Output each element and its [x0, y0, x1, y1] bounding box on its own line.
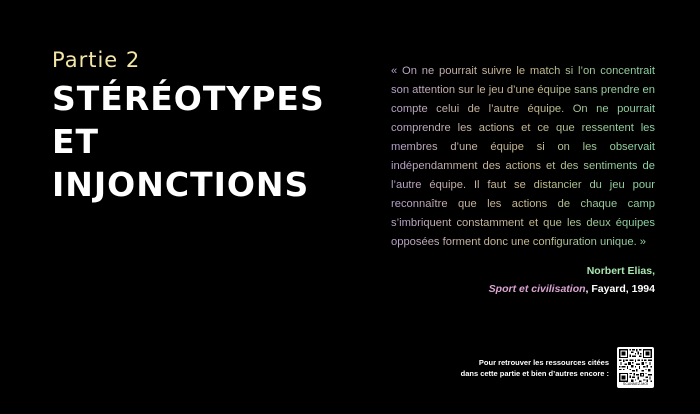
- page-title: [52, 77, 342, 206]
- resources-text-line-2: dans cette partie et bien d’autres encore :: [460, 368, 609, 378]
- publisher-year: , Fayard, 1994: [585, 283, 655, 295]
- resources-footer: [461, 347, 654, 388]
- quote-author: Norbert Elias,: [586, 265, 655, 277]
- quote-source: [391, 280, 655, 298]
- title-line-1: STÉRÉOTYPES: [52, 79, 325, 118]
- book-title: Sport et civilisation: [488, 283, 586, 295]
- qr-caption: SCANNEZ-MOI: [622, 382, 649, 386]
- quote-text: « On ne pourrait suivre le match si l’on concentrait son attention sur le jeu d’une équipe sans prendre en compte celui de l’autre équipe. On ne pourrait comprendre les actions et ce que ressentent les membres d’une équipe si on les observait indépendamment des actions et des sentiments de l’autre équipe. Il faut se distancier du jeu pour reconnaître que les actions de chaque camp s’imbriquent constamment et que les deux équipes opposées forment donc une configuration unique. »: [391, 62, 655, 252]
- qr-code-icon[interactable]: [619, 349, 652, 382]
- quote-attribution: [391, 262, 655, 298]
- resources-text: [461, 357, 609, 379]
- title-line-3: INJONCTIONS: [52, 165, 310, 204]
- qr-code-box[interactable]: [617, 347, 654, 388]
- quote-block: [391, 62, 655, 298]
- resources-text-line-1: Pour retrouver les ressources citées: [478, 357, 609, 367]
- title-line-2: ET: [52, 122, 100, 161]
- part-label: Partie 2: [52, 48, 141, 72]
- section-heading: [52, 47, 342, 206]
